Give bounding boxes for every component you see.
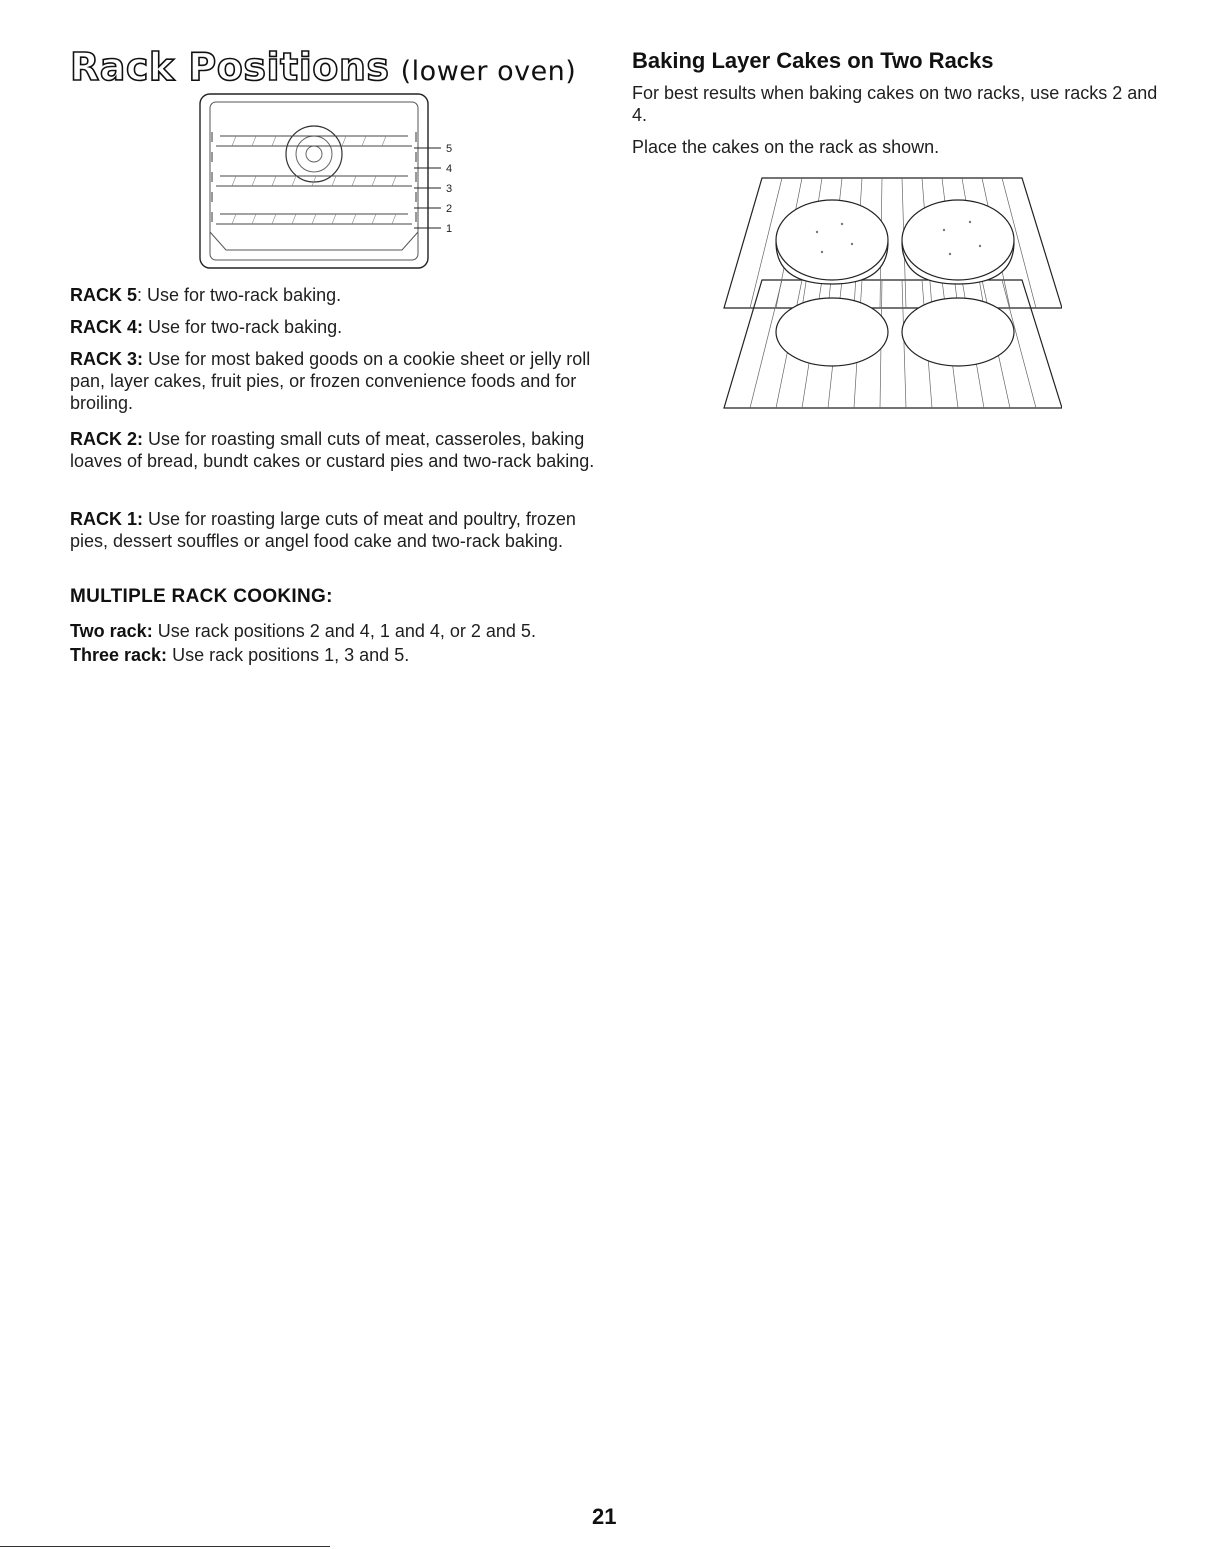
- rack-4-label: RACK 4:: [70, 317, 144, 337]
- rack-4-description: [70, 316, 600, 338]
- rack-5-label: RACK 5: [70, 285, 138, 305]
- rack-2-description: [70, 428, 600, 472]
- two-rack-cakes-illustration: [722, 172, 1062, 412]
- section-heading: Baking Layer Cakes on Two Racks: [632, 48, 994, 73]
- two-rack-text: Use rack positions 2 and 4, 1 and 4, or 2 and 5.: [157, 621, 536, 641]
- rack-number-1: 1: [446, 223, 453, 235]
- cakes-placement-note: Place the cakes on the rack as shown.: [632, 137, 940, 157]
- page-title: [70, 45, 600, 89]
- rack-3-text: Use for most baked goods on a cookie sheet or jelly roll pan, layer cakes, fruit pies, or frozen convenience foods and for broiling.: [70, 349, 591, 413]
- three-rack-text: Use rack positions 1, 3 and 5.: [172, 645, 410, 665]
- three-rack-description: [70, 644, 600, 666]
- footer-rule: [0, 1546, 330, 1547]
- two-rack-description: [70, 620, 600, 642]
- rack-1-description: [70, 508, 600, 552]
- rack-number-4: 4: [446, 163, 453, 175]
- rack-1-text: Use for roasting large cuts of meat and poultry, frozen pies, dessert souffles or angel food cake and two-rack baking.: [70, 509, 576, 551]
- rack-2-text: Use for roasting small cuts of meat, casseroles, baking loaves of bread, bundt cakes or custard pies and two-rack baking.: [70, 429, 595, 471]
- three-rack-label: Three rack:: [70, 645, 168, 665]
- title-subtitle: (lower oven): [400, 56, 577, 87]
- page-number: 21: [592, 1504, 617, 1529]
- rack-number-2: 2: [446, 203, 453, 215]
- left-column: [70, 45, 600, 665]
- rack-5-text: Use for two-rack baking.: [147, 285, 342, 305]
- multiple-rack-heading: MULTIPLE RACK COOKING:: [70, 586, 333, 607]
- rack-1-label: RACK 1:: [70, 509, 144, 529]
- two-rack-label: Two rack:: [70, 621, 153, 641]
- rack-5-description: RACK 5: Use for two-rack baking.: [70, 285, 342, 305]
- rack-3-label: RACK 3:: [70, 349, 144, 369]
- rack-4-text: Use for two-rack baking.: [148, 317, 343, 337]
- title-main: Rack Positions: [70, 45, 390, 89]
- rack-number-3: 3: [446, 183, 453, 195]
- rack-number-5: 5: [446, 143, 453, 155]
- cakes-instructions: For best results when baking cakes on two racks, use racks 2 and 4.: [632, 83, 1158, 125]
- rack-2-label: RACK 2:: [70, 429, 144, 449]
- rack-3-description: [70, 348, 600, 414]
